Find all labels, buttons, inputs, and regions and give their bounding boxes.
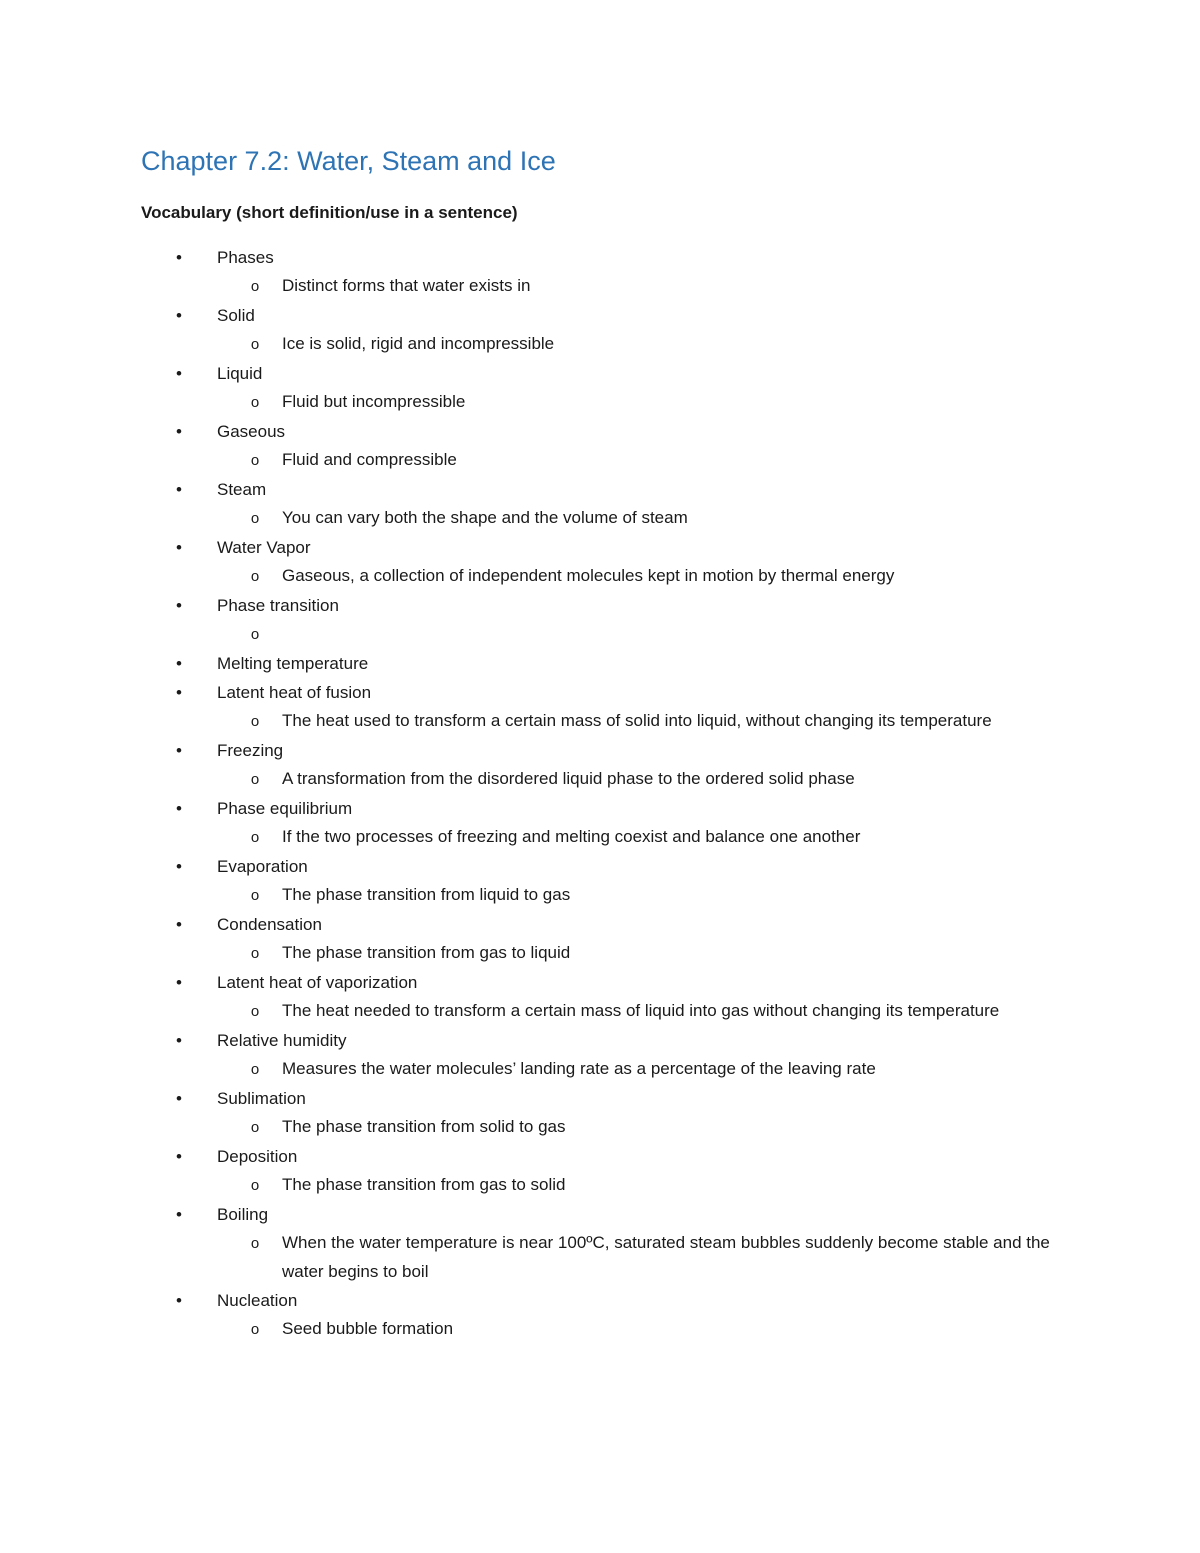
definition-text: The phase transition from solid to gas: [282, 1117, 566, 1136]
vocabulary-term: [0, 1142, 1200, 1200]
bullet-icon: •: [176, 596, 182, 615]
definition-list: [0, 1315, 1200, 1344]
bullet-icon: •: [176, 1147, 182, 1166]
term-label: Solid: [217, 306, 255, 325]
vocabulary-term: [0, 736, 1200, 794]
term-line: [0, 417, 1200, 446]
sub-bullet-icon: o: [250, 1235, 260, 1252]
bullet-icon: •: [176, 654, 182, 673]
bullet-icon: •: [176, 741, 182, 760]
definition-list: [0, 707, 1200, 736]
sub-bullet-icon: o: [250, 336, 260, 353]
definition-list: [0, 504, 1200, 533]
definition-item: [0, 562, 1200, 591]
vocabulary-list: [0, 243, 1200, 1344]
bullet-icon: •: [176, 857, 182, 876]
sub-bullet-icon: o: [250, 771, 260, 788]
term-label: Melting temperature: [217, 654, 369, 673]
definition-list: [0, 388, 1200, 417]
definition-item: [0, 1315, 1200, 1344]
term-line: [0, 649, 1200, 678]
term-label: Latent heat of vaporization: [217, 973, 418, 992]
term-label: Nucleation: [217, 1291, 298, 1310]
definition-list: [0, 562, 1200, 591]
sub-bullet-icon: o: [250, 713, 260, 730]
definition-item: [0, 1229, 1200, 1286]
bullet-icon: •: [176, 306, 182, 325]
definition-text: Measures the water molecules’ landing rate as a percentage of the leaving rate: [282, 1059, 876, 1078]
term-line: [0, 475, 1200, 504]
definition-text: The heat needed to transform a certain mass of liquid into gas without changing its temperature: [282, 1001, 1000, 1020]
definition-item: [0, 939, 1200, 968]
definition-item: [0, 272, 1200, 301]
definition-list: [0, 823, 1200, 852]
bullet-icon: •: [176, 683, 182, 702]
definition-list: [0, 881, 1200, 910]
vocabulary-term: [0, 1026, 1200, 1084]
vocabulary-term: [0, 1286, 1200, 1344]
vocabulary-term: [0, 968, 1200, 1026]
definition-text: The heat used to transform a certain mass of solid into liquid, without changing its temperature: [282, 711, 992, 730]
definition-list: [0, 1055, 1200, 1084]
vocabulary-term: [0, 591, 1200, 649]
definition-item: [0, 1055, 1200, 1084]
definition-text: [282, 620, 1062, 649]
term-line: [0, 1286, 1200, 1315]
term-label: Phase transition: [217, 596, 339, 615]
definition-list: [0, 765, 1200, 794]
vocabulary-term: [0, 301, 1200, 359]
bullet-icon: •: [176, 973, 182, 992]
vocabulary-term: [0, 852, 1200, 910]
term-label: Relative humidity: [217, 1031, 347, 1050]
vocabulary-term: [0, 910, 1200, 968]
term-line: [0, 1026, 1200, 1055]
definition-text: Fluid but incompressible: [282, 392, 466, 411]
bullet-icon: •: [176, 364, 182, 383]
bullet-icon: •: [176, 538, 182, 557]
term-line: [0, 301, 1200, 330]
page-title: Chapter 7.2: Water, Steam and Ice: [141, 146, 556, 176]
definition-list: [0, 1229, 1200, 1286]
definition-text: The phase transition from gas to liquid: [282, 943, 571, 962]
definition-list: [0, 272, 1200, 301]
definition-text: The phase transition from liquid to gas: [282, 885, 571, 904]
definition-text: When the water temperature is near 100ºC, saturated steam bubbles suddenly become stable and the water begins to boil: [282, 1233, 1050, 1281]
term-label: Freezing: [217, 741, 284, 760]
sub-bullet-icon: o: [250, 452, 260, 469]
definition-text: Ice is solid, rigid and incompressible: [282, 334, 555, 353]
term-line: [0, 968, 1200, 997]
definition-item: [0, 388, 1200, 417]
definition-text: The phase transition from gas to solid: [282, 1175, 566, 1194]
bullet-icon: •: [176, 1205, 182, 1224]
sub-bullet-icon: o: [250, 1061, 260, 1078]
bullet-icon: •: [176, 480, 182, 499]
term-line: [0, 1200, 1200, 1229]
definition-item: [0, 620, 1200, 649]
definition-item: [0, 823, 1200, 852]
term-label: Sublimation: [217, 1089, 306, 1108]
sub-bullet-icon: o: [250, 1003, 260, 1020]
definition-item: [0, 446, 1200, 475]
term-label: Gaseous: [217, 422, 286, 441]
definition-text: A transformation from the disordered liquid phase to the ordered solid phase: [282, 769, 855, 788]
definition-text: Seed bubble formation: [282, 1319, 454, 1338]
vocabulary-term: [0, 475, 1200, 533]
term-line: [0, 591, 1200, 620]
term-line: [0, 794, 1200, 823]
vocabulary-term: [0, 533, 1200, 591]
sub-bullet-icon: o: [250, 568, 260, 585]
definition-list: [0, 620, 1200, 649]
definition-item: [0, 330, 1200, 359]
definition-text: Distinct forms that water exists in: [282, 276, 531, 295]
term-line: [0, 910, 1200, 939]
definition-item: [0, 1113, 1200, 1142]
term-label: Boiling: [217, 1205, 269, 1224]
bullet-icon: •: [176, 422, 182, 441]
sub-bullet-icon: o: [250, 1177, 260, 1194]
definition-text: Fluid and compressible: [282, 450, 457, 469]
term-label: Water Vapor: [217, 538, 311, 557]
definition-list: [0, 997, 1200, 1026]
term-label: Phases: [217, 248, 274, 267]
definition-item: [0, 765, 1200, 794]
vocabulary-term: [0, 417, 1200, 475]
term-label: Condensation: [217, 915, 322, 934]
term-line: [0, 1084, 1200, 1113]
definition-text: Gaseous, a collection of independent molecules kept in motion by thermal energy: [282, 566, 895, 585]
definition-item: [0, 1171, 1200, 1200]
definition-list: [0, 1113, 1200, 1142]
definition-list: [0, 1171, 1200, 1200]
bullet-icon: •: [176, 1291, 182, 1310]
term-line: [0, 1142, 1200, 1171]
term-line: [0, 678, 1200, 707]
term-line: [0, 533, 1200, 562]
vocabulary-term: [0, 649, 1200, 678]
sub-bullet-icon: o: [250, 945, 260, 962]
definition-item: [0, 504, 1200, 533]
bullet-icon: •: [176, 799, 182, 818]
bullet-icon: •: [176, 248, 182, 267]
definition-text: If the two processes of freezing and melting coexist and balance one another: [282, 827, 861, 846]
vocabulary-term: [0, 678, 1200, 736]
vocabulary-heading: Vocabulary (short definition/use in a sentence): [141, 203, 518, 222]
term-label: Steam: [217, 480, 267, 499]
term-line: [0, 359, 1200, 388]
sub-bullet-icon: o: [250, 510, 260, 527]
definition-list: [0, 330, 1200, 359]
sub-bullet-icon: o: [250, 278, 260, 295]
vocabulary-term: [0, 1200, 1200, 1286]
term-line: [0, 243, 1200, 272]
term-label: Deposition: [217, 1147, 298, 1166]
term-line: [0, 736, 1200, 765]
definition-item: [0, 997, 1200, 1026]
sub-bullet-icon: o: [250, 1119, 260, 1136]
vocabulary-term: [0, 359, 1200, 417]
term-line: [0, 852, 1200, 881]
bullet-icon: •: [176, 1031, 182, 1050]
bullet-icon: •: [176, 1089, 182, 1108]
vocabulary-term: [0, 243, 1200, 301]
sub-bullet-icon: o: [250, 394, 260, 411]
sub-bullet-icon: o: [250, 626, 260, 643]
vocabulary-term: [0, 794, 1200, 852]
definition-text: You can vary both the shape and the volume of steam: [282, 508, 688, 527]
sub-bullet-icon: o: [250, 1321, 260, 1338]
term-label: Liquid: [217, 364, 263, 383]
term-label: Evaporation: [217, 857, 308, 876]
definition-list: [0, 939, 1200, 968]
term-label: Latent heat of fusion: [217, 683, 372, 702]
definition-item: [0, 707, 1200, 736]
bullet-icon: •: [176, 915, 182, 934]
term-label: Phase equilibrium: [217, 799, 353, 818]
sub-bullet-icon: o: [250, 829, 260, 846]
sub-bullet-icon: o: [250, 887, 260, 904]
definition-item: [0, 881, 1200, 910]
definition-list: [0, 446, 1200, 475]
vocabulary-term: [0, 1084, 1200, 1142]
